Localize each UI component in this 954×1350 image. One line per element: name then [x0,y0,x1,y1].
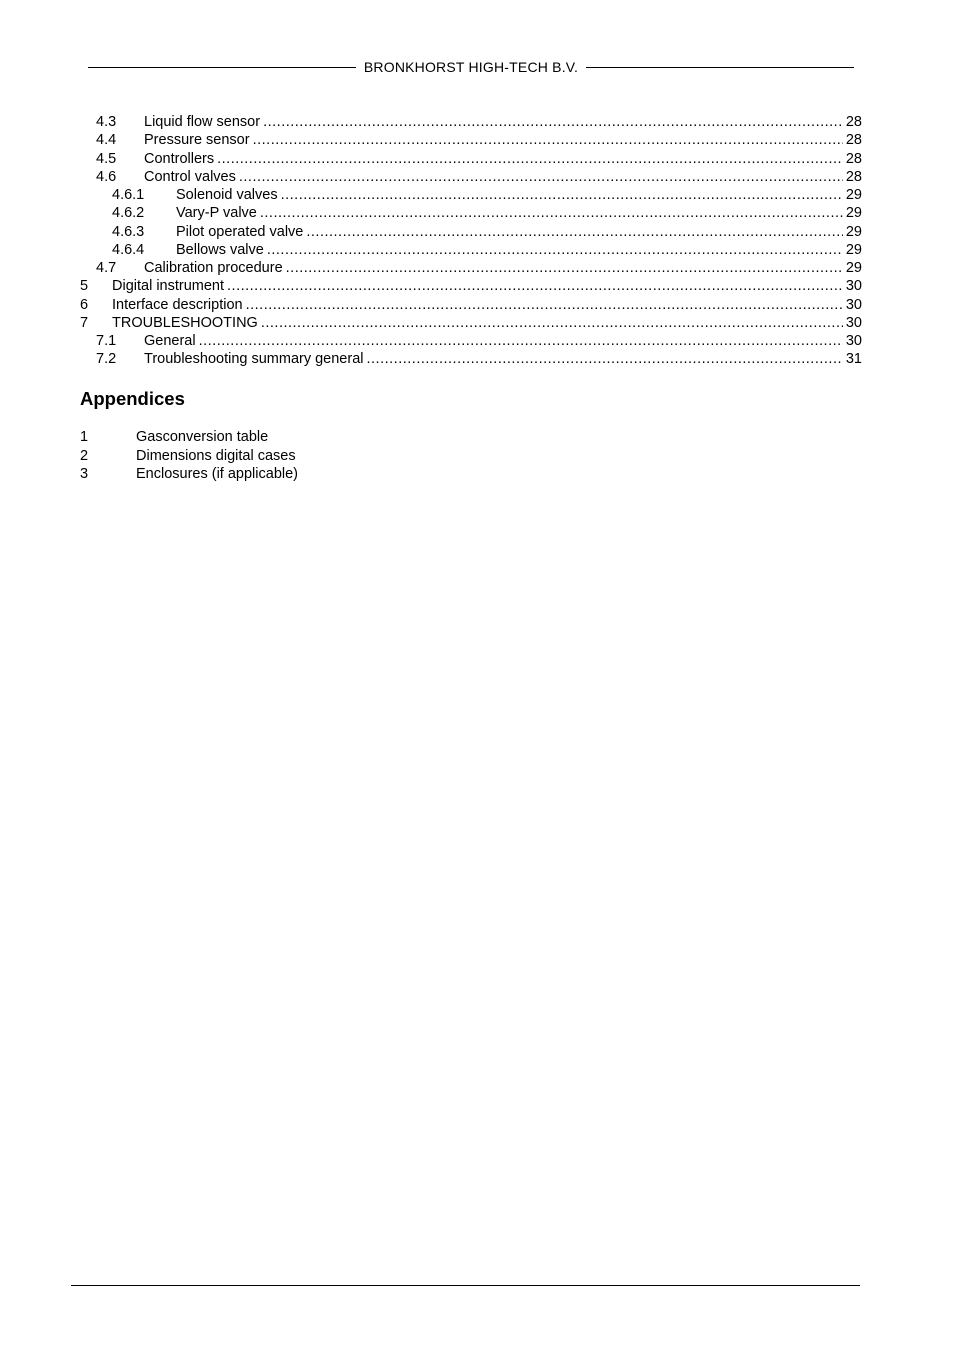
toc-entry-page: 31 [845,351,862,368]
toc-entry-number: 4.6.3 [112,223,145,240]
toc-entry-page: 29 [845,205,862,222]
toc-entry-label: Bellows valve [176,241,264,258]
toc-entry-number: 4.6.2 [112,205,145,222]
toc-entry-page: 28 [845,132,862,149]
appendix-number: 1 [80,429,89,445]
toc-entry-label: Control valves [144,168,236,185]
toc-entry-label: Vary-P valve [176,205,257,222]
toc-entry-label: Calibration procedure [144,260,283,276]
appendix-number: 3 [80,466,89,482]
toc-leader-dots [263,113,843,131]
toc-entry[interactable] [80,314,862,332]
toc-entry-number: 7.1 [96,333,117,349]
toc-entry[interactable] [96,332,862,350]
toc-entry-number: 5 [80,278,89,295]
toc-entry-page: 30 [845,278,862,295]
toc-entry-page: 29 [845,260,862,276]
toc-entry-page: 30 [845,296,862,313]
toc-leader-dots [239,168,843,186]
toc-entry-label: Pilot operated valve [176,223,304,240]
toc-leader-dots [367,350,843,368]
toc-entry-label: TROUBLESHOOTING [112,314,258,331]
toc-entry-number: 7.2 [96,351,117,368]
toc-entry[interactable] [112,186,862,204]
toc-entry-number: 4.6 [96,168,117,185]
toc-entry-number: 4.6.4 [112,241,145,258]
toc-entry-label: General [144,333,196,349]
toc-entry-page: 28 [845,150,862,167]
toc-entry-label: Liquid flow sensor [144,114,261,130]
toc-leader-dots [227,277,843,295]
toc-entry[interactable] [112,241,862,259]
toc-leader-dots [199,332,843,350]
toc-entry-number: 4.5 [96,150,117,167]
toc-leader-dots [281,186,843,204]
toc-entry-number: 4.7 [96,260,117,276]
toc-entry[interactable] [96,131,862,149]
toc-entry[interactable] [96,150,862,168]
toc-leader-dots [246,296,843,314]
toc-entry-number: 7 [80,314,89,331]
toc-entry-page: 28 [845,168,862,185]
toc-entry-page: 29 [845,187,862,203]
toc-entry-page: 30 [845,314,862,331]
toc-entry-label: Digital instrument [112,278,225,295]
toc-entry[interactable] [96,350,862,368]
toc-entry-label: Pressure sensor [144,132,250,149]
toc-entry-number: 4.4 [96,132,117,149]
toc-entry-label: Troubleshooting summary general [144,351,364,368]
appendix-number: 2 [80,447,89,464]
appendix-label: Gasconversion table [136,429,269,445]
toc-entry-page: 28 [845,114,862,130]
toc-entry[interactable] [112,204,862,222]
appendices-heading: Appendices [80,388,185,409]
header-rule-left [88,67,356,68]
toc-entry-page: 29 [845,241,862,258]
toc-entry-label: Controllers [144,150,215,167]
header-title: BRONKHORST HIGH-TECH B.V. [363,59,579,75]
toc-leader-dots [267,241,843,259]
toc-entry[interactable] [96,259,862,277]
toc-entry[interactable] [96,113,862,131]
toc-entry-label: Solenoid valves [176,187,278,203]
toc-entry-page: 30 [845,333,862,349]
toc-leader-dots [261,314,843,332]
toc-entry-label: Interface description [112,296,243,313]
toc-entry[interactable] [96,168,862,186]
appendix-label: Dimensions digital cases [136,447,296,464]
toc-leader-dots [306,223,843,241]
page-header [88,57,854,77]
toc-leader-dots [286,259,843,277]
toc-entry-number: 6 [80,296,89,313]
toc-leader-dots [217,150,843,168]
toc-entry[interactable] [80,296,862,314]
footer-rule [71,1285,860,1286]
appendix-label: Enclosures (if applicable) [136,466,298,482]
toc-entry[interactable] [112,223,862,241]
toc-entry-number: 4.3 [96,114,117,130]
header-rule-right [586,67,854,68]
toc-entry-page: 29 [845,223,862,240]
toc-entry-number: 4.6.1 [112,187,145,203]
toc-leader-dots [260,204,843,222]
toc-leader-dots [253,131,843,149]
toc-entry[interactable] [80,277,862,295]
